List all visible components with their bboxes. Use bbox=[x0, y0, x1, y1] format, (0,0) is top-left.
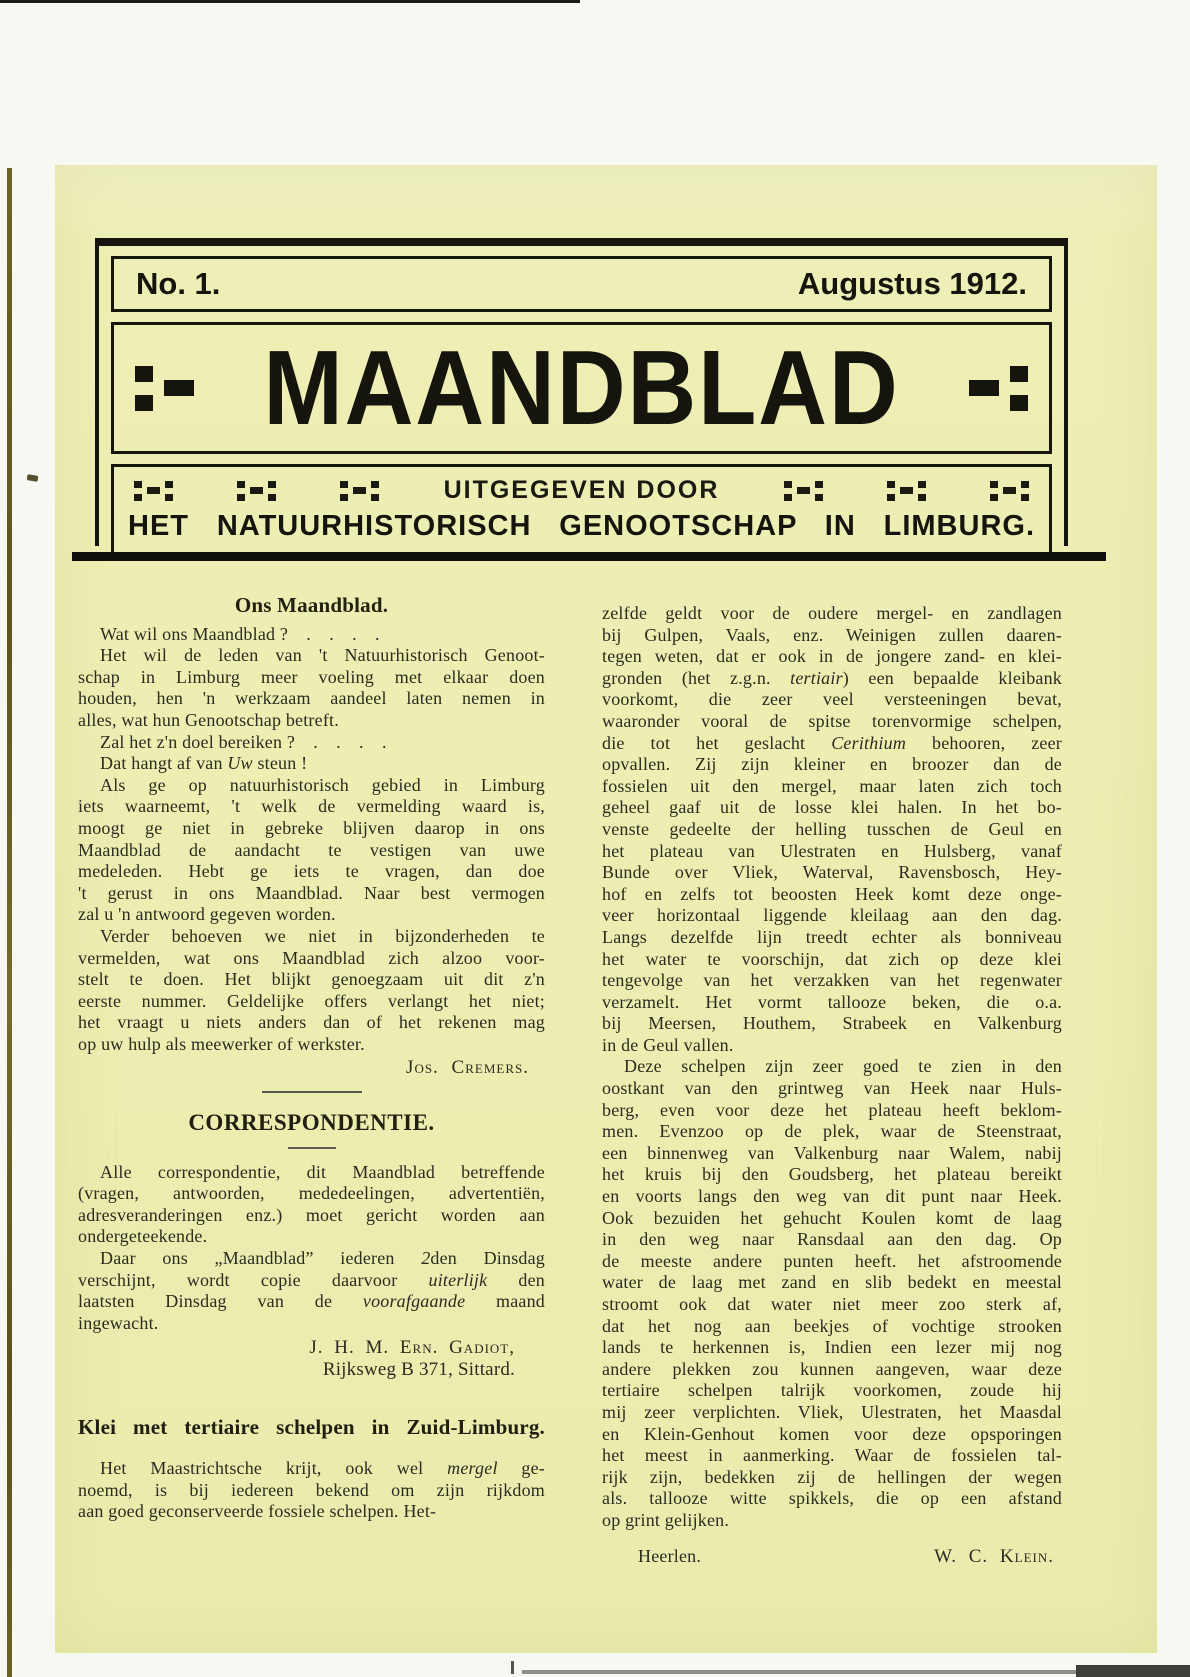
text-line: lands te herkennen is, Indien een lezer mij nog bbox=[602, 1337, 1062, 1358]
issue-number: No. 1. bbox=[136, 266, 221, 301]
text-line: Alle correspondentie, dit Maandblad betreffende bbox=[100, 1161, 545, 1182]
footer-author: W. C. Klein. bbox=[934, 1545, 1054, 1567]
text-line: ingewacht. bbox=[78, 1312, 159, 1333]
text-line: het meest in aanmerking. Waar de fossielen tal- bbox=[602, 1445, 1062, 1466]
paragraph bbox=[78, 645, 545, 731]
small-ornament-icon bbox=[887, 481, 926, 501]
small-ornament-icon bbox=[340, 481, 379, 501]
small-ornament-icon bbox=[990, 481, 1029, 501]
text-line: vermelden, wat ons Maandblad zich alzoo voor- bbox=[78, 947, 545, 968]
text-line: bij Meersen, Houthem, Strabeek en Valkenburg bbox=[602, 1013, 1062, 1034]
text-line: Het Maastrichtsche krijt, ook wel mergel ge- bbox=[100, 1458, 545, 1479]
article-body bbox=[78, 624, 545, 1056]
left-column bbox=[78, 595, 545, 1523]
text-line: fossielen uit den mergel, maar laten zich toch bbox=[602, 775, 1062, 796]
text-line: op uw hulp als meewerker of werkster. bbox=[78, 1033, 365, 1054]
text-line: die tot het geslacht Cerithium behooren, zeer bbox=[602, 732, 1062, 753]
issue-box bbox=[111, 256, 1052, 312]
book-spine-line bbox=[7, 168, 12, 1677]
text-line: zelfde geldt voor de oudere mergel- en zandlagen bbox=[602, 603, 1062, 623]
text-line: Bunde over Vliek, Waterval, Ravensbosch, Hey- bbox=[602, 862, 1062, 883]
text-line: Wat wil ons Maandblad ? . . . . bbox=[100, 623, 380, 644]
text-line: dat het nog aan beekjes of vochtige strooken bbox=[602, 1315, 1062, 1336]
text-line: noemd, is bij iedereen bekend om zijn rijkdom bbox=[78, 1479, 545, 1500]
text-line: Ook bezuiden het gehucht Koulen komt de laag bbox=[602, 1207, 1062, 1228]
scan-bottom-tick bbox=[511, 1661, 514, 1674]
scan-bottom-dark-bar bbox=[1076, 1665, 1190, 1677]
paragraph bbox=[78, 624, 545, 646]
text-line: verschijnt, wordt copie daarvoor uiterlijk den bbox=[78, 1269, 545, 1290]
published-by-text: UITGEGEVEN DOOR bbox=[443, 476, 720, 504]
signature-cremers: Jos. Cremers. bbox=[406, 1057, 529, 1079]
paragraph bbox=[602, 603, 1062, 1056]
masthead-frame bbox=[95, 238, 1068, 546]
signature-gadiot bbox=[78, 1337, 545, 1380]
text-line: en Klein-Genhout komen voor deze opsporingen bbox=[602, 1423, 1062, 1444]
article-heading-klei: Klei met tertiaire schelpen in Zuid-Limburg. bbox=[78, 1414, 545, 1439]
text-line: medeleden. Hebt ge iets te vragen, dan doe bbox=[78, 861, 545, 882]
text-line: stelt te doen. Het blijkt genoegzaam uit dit z'n bbox=[78, 969, 545, 990]
text-line: gronden (het z.g.n. tertiair) een bepaalde kleibank bbox=[602, 667, 1062, 688]
text-line: Deze schelpen zijn zeer goed te zien in den bbox=[624, 1056, 1062, 1077]
text-line: geheel gaaf uit de losse klei halen. In het bo- bbox=[602, 797, 1062, 818]
text-line: Als ge op natuurhistorisch gebied in Limburg bbox=[100, 774, 545, 795]
separator-rule bbox=[262, 1091, 362, 1093]
text-line: venste gedeelte der helling tusschen de Geul en bbox=[602, 818, 1062, 839]
article-body bbox=[78, 1162, 545, 1335]
paragraph bbox=[78, 1248, 545, 1334]
signature-address: Rijksweg B 371, Sittard. bbox=[322, 1359, 515, 1380]
text-line: hof en zelfs tot beoosten Heek komt deze onge- bbox=[602, 883, 1062, 904]
text-line: Maandblad de aandacht te vestigen van uwe bbox=[78, 839, 545, 860]
text-line: het water te voorschijn, dat zich op deze klei bbox=[602, 948, 1062, 969]
text-line: schap in Limburg meer voeling met elkaar doen bbox=[78, 666, 545, 687]
text-line: waaronder vooral de spitse torenvormige schelpen, bbox=[602, 710, 1062, 731]
issue-date: Augustus 1912. bbox=[797, 266, 1027, 301]
margin-ink-mark bbox=[27, 474, 39, 482]
text-line: verzamelt. Het vormt tallooze beken, die o.a. bbox=[602, 991, 1062, 1012]
text-line: aan goed geconserveerde fossiele schelpen. Het- bbox=[78, 1501, 437, 1522]
paragraph bbox=[602, 1056, 1062, 1531]
text-line: en voorts langs den weg van dit punt naar Heek. bbox=[602, 1186, 1062, 1207]
text-line: men. Evenzoo op de plek, waar de Steenstraat, bbox=[602, 1121, 1062, 1142]
text-line: andere plekken zou kunnen aangeven, waar deze bbox=[602, 1358, 1062, 1379]
text-line: mij zeer verplichten. Vliek, Ulestraten, het Maasdal bbox=[602, 1401, 1062, 1422]
text-line: voorkomt, die zeer veel versteeningen bevat, bbox=[602, 689, 1062, 710]
text-line: tegen weten, dat er ook in de jongere zand- en klei- bbox=[602, 646, 1062, 667]
text-line: een binnenweg van Valkenburg naar Walem, nabij bbox=[602, 1142, 1062, 1163]
article-body bbox=[602, 603, 1062, 1532]
text-line: zal u 'n antwoord gegeven worden. bbox=[78, 904, 336, 925]
text-line: oostkant van den grintweg van Heek naar Huls- bbox=[602, 1078, 1062, 1099]
text-line: het vraagt u niets anders dan of het rekenen mag bbox=[78, 1012, 545, 1033]
text-line: de meeste andere punten heeft. het afstroomende bbox=[602, 1250, 1062, 1271]
header-divider-bar bbox=[72, 552, 1106, 561]
text-line: op grint gelijken. bbox=[602, 1509, 730, 1530]
text-line: water de laag met zand en slib bedekt en meestal bbox=[602, 1272, 1062, 1293]
small-ornament-icon bbox=[134, 481, 173, 501]
text-line: Daar ons „Maandblad” iederen 2den Dinsdag bbox=[100, 1248, 545, 1269]
text-line: stroomt ook dat water niet meer zoo sterk af, bbox=[602, 1294, 1062, 1314]
paragraph bbox=[78, 775, 545, 926]
magazine-title: MAANDBLAD bbox=[263, 329, 900, 447]
text-line: als. tallooze witte spikkels, die op een afstand bbox=[602, 1488, 1062, 1509]
text-line: bij Gulpen, Vaals, enz. Weinigen zullen daaren- bbox=[602, 624, 1062, 645]
text-line: veer horizontaal liggende kleilaag aan den dag. bbox=[602, 905, 1062, 926]
paragraph bbox=[78, 1458, 545, 1523]
publisher-line1 bbox=[128, 476, 1035, 505]
text-line: Zal het z'n doel bereiken ? . . . . bbox=[100, 731, 387, 752]
paragraph bbox=[78, 732, 545, 754]
dash-colon-ornament-icon bbox=[969, 366, 1028, 411]
text-line: adresveranderingen enz.) moet gericht worden aan bbox=[78, 1204, 545, 1225]
text-line: het kruis bij den Goudsberg, het plateau bereikt bbox=[602, 1164, 1062, 1185]
text-line: Verder behoeven we niet in bijzonderheden te bbox=[100, 925, 545, 946]
small-ornament-icon bbox=[237, 481, 276, 501]
text-line: 't gerust in ons Maandblad. Naar best vermogen bbox=[78, 882, 545, 903]
small-ornament-icon bbox=[784, 481, 823, 501]
text-line: laatsten Dinsdag van de voorafgaande maand bbox=[78, 1291, 545, 1312]
text-line: rijk zijn, bedekken zij de hellingen der wegen bbox=[602, 1466, 1062, 1487]
signature-name: J. H. M. Ern. Gadiot, bbox=[309, 1337, 515, 1359]
article-footer bbox=[602, 1546, 1062, 1568]
text-line: Langs dezelfde lijn treedt echter als bonniveau bbox=[602, 926, 1062, 947]
text-line: opvallen. Zij zijn kleiner en broozer dan de bbox=[602, 754, 1062, 775]
text-line: eerste nummer. Geldelijke offers verlangt het niet; bbox=[78, 990, 545, 1011]
text-line: Het wil de leden van 't Natuurhistorisch Genoot- bbox=[100, 645, 545, 666]
footer-place: Heerlen. bbox=[638, 1545, 702, 1566]
paragraph bbox=[78, 926, 545, 1056]
text-line: ondergeteekende. bbox=[78, 1226, 208, 1247]
article-heading-ons-maandblad: Ons Maandblad. bbox=[234, 593, 389, 617]
publisher-name: HET NATUURHISTORISCH GENOOTSCHAP IN LIMBURG. bbox=[128, 510, 1035, 542]
text-line: moogt ge niet in gebreke blijven daarop in ons bbox=[78, 817, 545, 838]
text-line: berg, even voor deze het plateau heeft beklom- bbox=[602, 1099, 1062, 1120]
paragraph bbox=[78, 753, 545, 775]
text-line: in de Geul vallen. bbox=[602, 1034, 734, 1055]
magazine-page bbox=[55, 165, 1157, 1653]
text-line: tertiaire schelpen talrijk voorkomen, zoude hij bbox=[602, 1380, 1062, 1401]
text-line: Dat hangt af van Uw steun ! bbox=[100, 753, 308, 774]
text-line: tengevolge van het verzakken van het regenwater bbox=[602, 970, 1062, 991]
article-heading-correspondentie: CORRESPONDENTIE. bbox=[188, 1110, 435, 1136]
text-line: het plateau van Ulestraten en Hulsberg, vanaf bbox=[602, 840, 1062, 861]
text-line: houden, hen 'n werkzaam aandeel laten nemen in bbox=[78, 688, 545, 709]
masthead-box bbox=[111, 322, 1052, 454]
text-line: alles, wat hun Genootschap betreft. bbox=[78, 709, 339, 730]
scan-top-edge-line bbox=[0, 0, 580, 3]
colon-dash-ornament-icon bbox=[135, 366, 194, 411]
right-column bbox=[602, 603, 1062, 1567]
article-body bbox=[78, 1458, 545, 1523]
text-line: in den weg naar Ransdaal aan den dag. Op bbox=[602, 1229, 1062, 1250]
text-line: (vragen, antwoorden, mededeelingen, advertentiën, bbox=[78, 1183, 545, 1204]
text-line: iets waarneemt, 't welk de vermelding waard is, bbox=[78, 796, 545, 817]
publisher-box bbox=[111, 464, 1052, 555]
separator-rule bbox=[288, 1147, 336, 1149]
paragraph bbox=[78, 1162, 545, 1248]
